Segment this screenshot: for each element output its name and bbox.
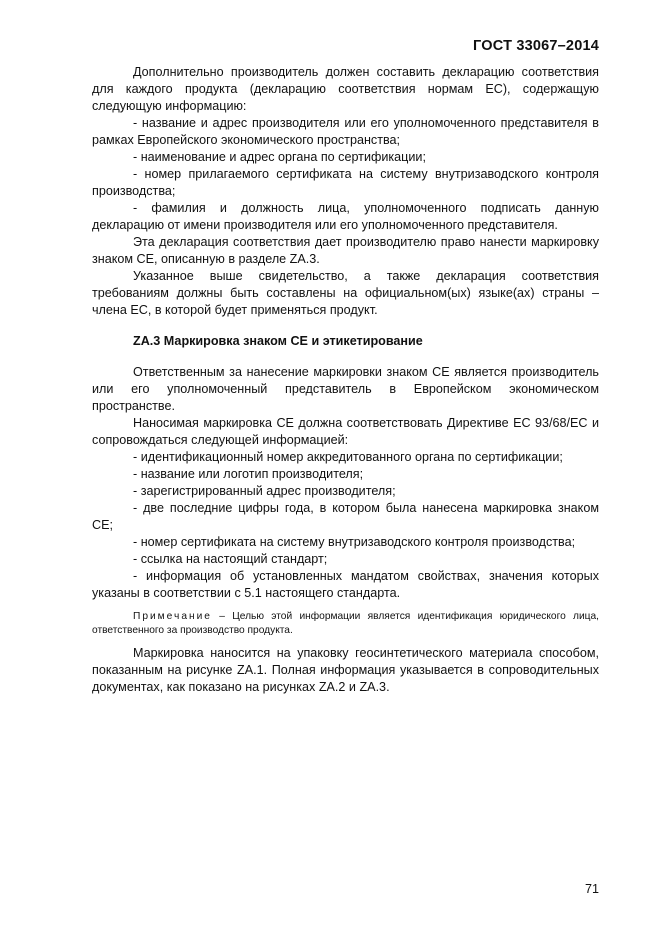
list-item: - идентификационный номер аккредитованного органа по сертификации; <box>133 450 563 464</box>
list-item: - наименование и адрес органа по сертификации; <box>133 150 426 164</box>
list-item: - фамилия и должность лица, уполномоченного подписать данную декларацию от имени производителя или его уполномоченного представителя. <box>92 201 599 232</box>
list-item: - номер прилагаемого сертификата на систему внутризаводского контроля производства; <box>92 167 599 198</box>
page-number: 71 <box>584 882 599 896</box>
list-item: - название или логотип производителя; <box>133 467 364 481</box>
note-label: Примечание <box>133 611 212 622</box>
section-heading: ZA.3 Маркировка знаком СЕ и этикетирование <box>133 334 423 348</box>
body-paragraph: Маркировка наносится на упаковку геосинтетического материала способом, показанным на рисунке ZA.1. Полная информация указывается в сопроводительных документах, как показано на рисунках ZA.2 и ZA.3. <box>92 646 599 694</box>
body-paragraph: Наносимая маркировка СЕ должна соответствовать Директиве ЕС 93/68/ЕС и сопровождаться следующей информацией: <box>92 416 599 447</box>
body-paragraph: Эта декларация соответствия дает производителю право нанести маркировку знаком СЕ, описанную в разделе ZA.3. <box>92 235 599 266</box>
body-paragraph: Дополнительно производитель должен составить декларацию соответствия для каждого продукта (декларацию соответствия нормам ЕС), содержащую следующую информацию: <box>92 65 599 113</box>
document-standard-id: ГОСТ 33067–2014 <box>473 38 599 54</box>
note-text: – Целью этой информации является идентификация юридического лица, ответственного за производство продукта. <box>92 611 599 636</box>
body-paragraph: Ответственным за нанесение маркировки знаком СЕ является производитель или его уполномоченный представитель в Европейском экономическом пространстве. <box>92 365 599 413</box>
list-item: - название и адрес производителя или его уполномоченного представителя в рамках Европейского экономического пространства; <box>92 116 599 147</box>
list-item: - информация об установленных мандатом свойствах, значения которых указаны в соответствии с 5.1 настоящего стандарта. <box>92 569 599 600</box>
list-item: - номер сертификата на систему внутризаводского контроля производства; <box>133 535 576 549</box>
list-item: - ссылка на настоящий стандарт; <box>133 552 328 566</box>
list-item: - зарегистрированный адрес производителя; <box>133 484 396 498</box>
body-paragraph: Указанное выше свидетельство, а также декларация соответствия требованиям должны быть составлены на официальном(ых) языке(ах) страны – члена ЕС, в которой будет применяться продукт. <box>92 269 599 317</box>
note <box>92 610 599 637</box>
list-item: - две последние цифры года, в котором была нанесена маркировка знаком СЕ; <box>92 501 599 532</box>
document-body <box>92 64 599 696</box>
